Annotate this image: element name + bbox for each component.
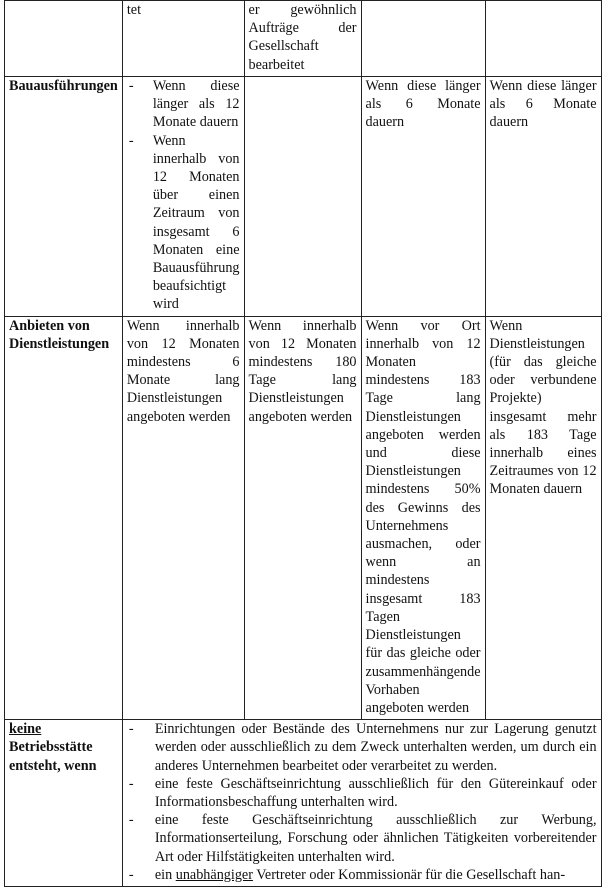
- table-cell: [5, 1, 123, 77]
- dash-marker: -: [128, 866, 134, 883]
- table-cell: [361, 316, 485, 719]
- dash-marker: -: [128, 132, 134, 149]
- permanent-establishment-table: [4, 0, 602, 887]
- table-cell: [122, 77, 244, 317]
- row-heading-underlined: keine: [9, 721, 42, 738]
- row-heading-text: Bauausführungen: [9, 78, 118, 94]
- row-heading: [5, 720, 123, 887]
- cell-text: Wenn diese länger als 6 Monate dauern: [365, 78, 481, 131]
- table-cell: [485, 316, 601, 719]
- list-item-text: eine feste Geschäftseinrichtung ausschließlich zur Werbung, Informationserteilung, Forschung oder ähnlichen Tätigkeiten vorbereitender Art oder Hilfstätigkeiten unterhalten wird.: [154, 812, 597, 865]
- list-item-text-underlined: unabhängiger: [175, 866, 253, 883]
- list-item: [127, 132, 240, 314]
- cell-text: Wenn innerhalb von 12 Monaten mindestens 180 Tage lang Dienstleistungen angeboten werden: [248, 317, 357, 425]
- row-heading: [5, 77, 123, 317]
- table-row: [5, 1, 602, 77]
- cell-text: Wenn innerhalb von 12 Monaten mindestens 6 Monate lang Dienstleistungen angeboten werden: [126, 317, 240, 425]
- list-item: [127, 811, 597, 866]
- table-cell: [485, 77, 601, 317]
- table-cell: [361, 1, 485, 77]
- list-item: [127, 775, 597, 811]
- cell-text: Wenn diese länger als 6 Monate dauern: [489, 78, 597, 131]
- list-item-text: Einrichtungen oder Bestände des Unternehmens nur zur Lagerung genutzt werden oder ausschließlich zu dem Zweck unterhalten werden, um durch ein anderes Unternehmen bearbeitet oder verarbeitet zu werden.: [154, 721, 597, 774]
- list-item-text: Wenn diese länger als 12 Monate dauern: [152, 78, 240, 131]
- table-row: [5, 77, 602, 317]
- list-item: [127, 720, 597, 775]
- list-item-text: eine feste Geschäftseinrichtung ausschließlich für den Gütereinkauf oder Informationsbeschaffung unterhalten wird.: [154, 775, 597, 810]
- table-cell: [122, 316, 244, 719]
- dash-marker: -: [128, 78, 134, 94]
- table-cell: [485, 1, 601, 77]
- table-cell: [361, 77, 485, 317]
- dash-marker: -: [128, 775, 134, 792]
- cell-text: Wenn Dienstleistungen (für das gleiche oder verbundene Projekte) insgesamt mehr als 183 Tage innerhalb eines Zeitraumes von 12 Monaten dauern: [489, 317, 597, 498]
- table-cell: [122, 720, 601, 887]
- cell-text: tet: [126, 2, 142, 18]
- list-item-text: Wenn innerhalb von 12 Monaten über einen Zeitraum von insgesamt 6 Monaten eine Bauausführung beaufsichtigt wird: [152, 132, 240, 313]
- table-cell: [244, 316, 361, 719]
- dash-marker: -: [128, 721, 134, 738]
- cell-text: er gewöhnlich Aufträge der Gesellschaft bearbeitet: [248, 2, 357, 73]
- list-item: [127, 866, 597, 884]
- table-cell: [244, 1, 361, 77]
- cell-text: Wenn vor Ort innerhalb von 12 Monaten mindestens 183 Tage lang Dienstleistungen angeboten werden und diese Dienstleistungen mindestens 50% des Gewinns des Unternehmens ausmachen, oder wenn an mindestens insgesamt 183 Tagen Dienstleistungen für das gleiche oder zusammenhängende Vorhaben angeboten werden: [365, 317, 481, 716]
- table-row: [5, 720, 602, 887]
- row-heading: [5, 316, 123, 719]
- table-cell: [122, 1, 244, 77]
- dash-marker: -: [128, 812, 134, 829]
- table-row: [5, 316, 602, 719]
- list-item-text-post: Vertreter oder Kommissionär für die Gesellschaft han-: [256, 866, 566, 883]
- list-item: [127, 77, 240, 132]
- list-item-text-pre: ein: [154, 866, 173, 883]
- table-cell: [244, 77, 361, 317]
- row-heading-text: Betriebsstätte entsteht, wenn: [9, 739, 97, 774]
- row-heading-text: Anbieten von Dienstleistungen: [9, 317, 110, 352]
